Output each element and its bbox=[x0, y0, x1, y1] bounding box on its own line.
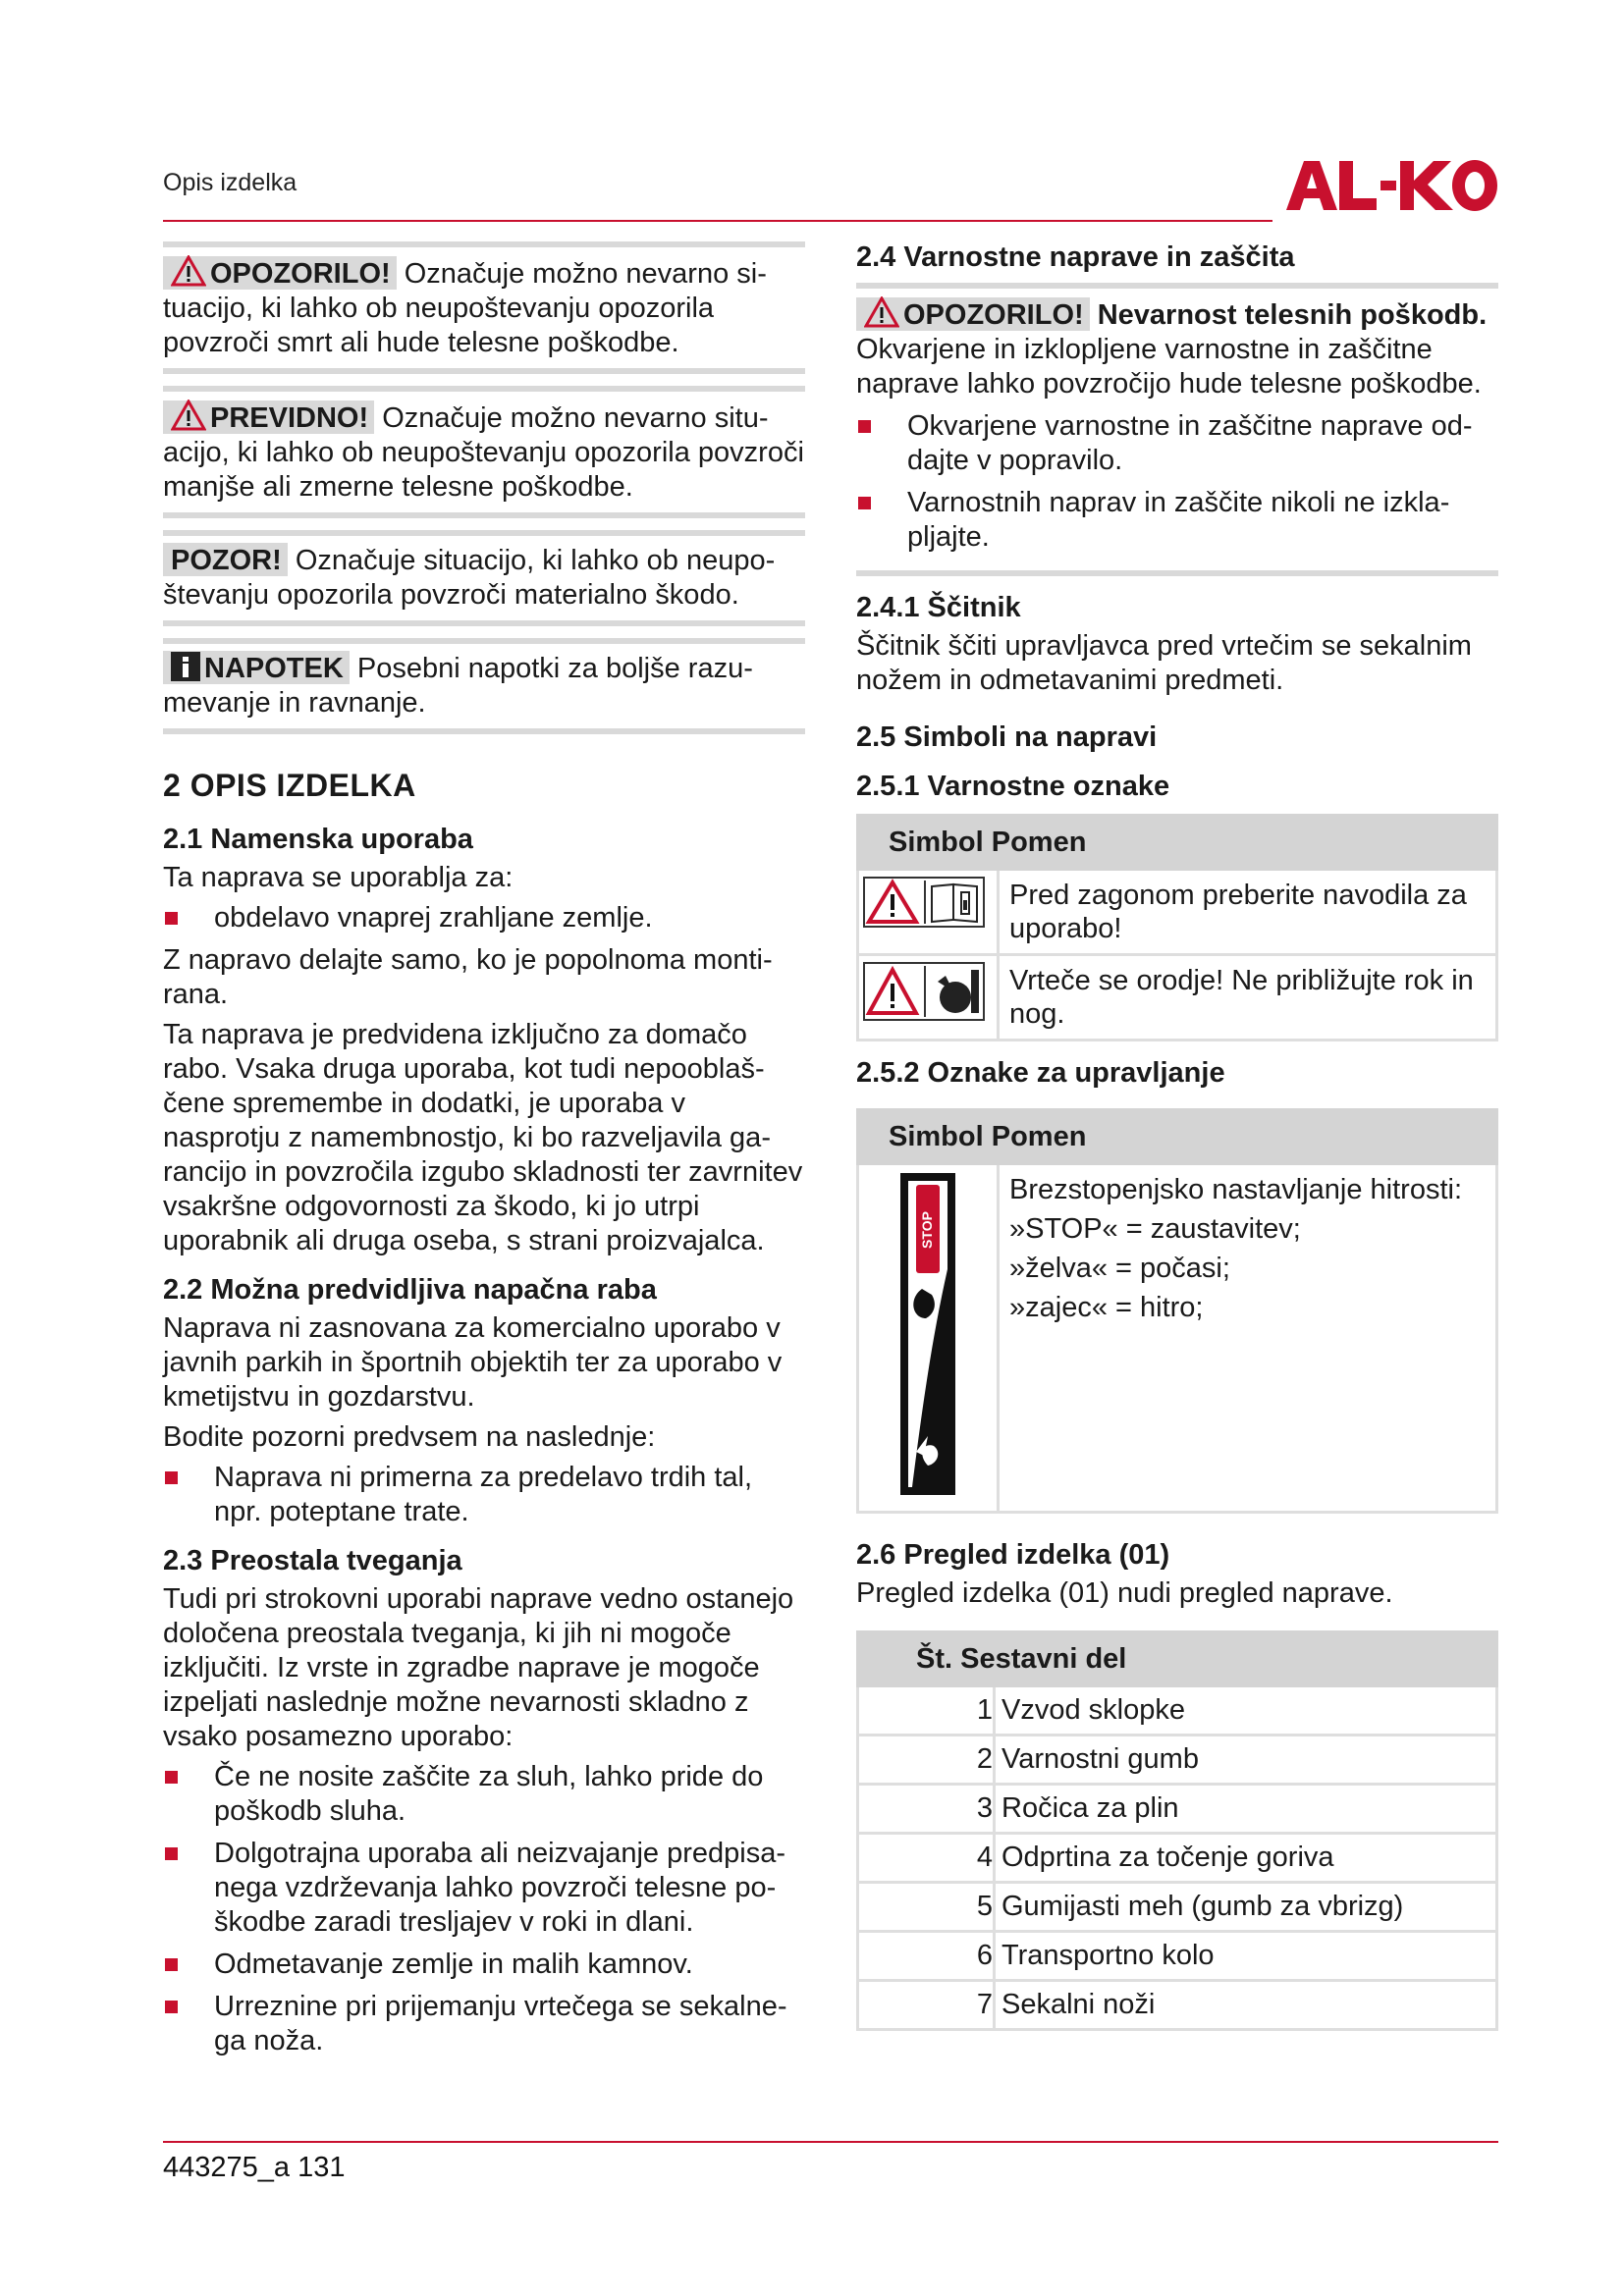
part-label: Transportno kolo bbox=[995, 1932, 1497, 1981]
table-row bbox=[858, 955, 1497, 1041]
table-header: Simbol Pomen bbox=[858, 1110, 1497, 1164]
table-header: Simbol Pomen bbox=[858, 816, 1497, 870]
meaning-cell: Vrteče se orodje! Ne približujte rok in nog. bbox=[999, 955, 1497, 1041]
heading-2-4-1: 2.4.1 Ščitnik bbox=[856, 592, 1021, 623]
part-number: 1 bbox=[858, 1686, 995, 1735]
notice-warning bbox=[163, 241, 805, 374]
part-label: Vzvod sklopke bbox=[995, 1686, 1497, 1735]
paragraph: Ta naprava je predvidena izključno za domačo rabo. Vsaka druga uporaba, kot tudi nepooblaščene spremembe in dodatki, je uporaba v nasprotju z namembnostjo, ki bo razveljavila garancijo in povzročila izgubo skladnosti ter zavrnitev vsakršne odgovornosti za škodo, ki jo utrpi uporabnik ali druga oseba, s strani proizvajalca. bbox=[163, 1019, 803, 1256]
notice-tip bbox=[163, 638, 805, 734]
list-item: Varnostnih naprav in zaščite nikoli ne izklapljajte. bbox=[856, 486, 1498, 555]
part-number: 7 bbox=[858, 1981, 995, 2030]
paragraph: Naprava ni zasnovana za komercialno uporabo v javnih parkih in športnih objektih ter za uporabo v kmetijstvu in gozdarstvu. bbox=[163, 1312, 783, 1413]
notice-label: POZOR! bbox=[163, 543, 288, 576]
part-number: 6 bbox=[858, 1932, 995, 1981]
paragraph: Z napravo delajte samo, ko je popolnoma montirana. bbox=[163, 944, 773, 1010]
meaning-line: Brezstopenjsko nastavljanje hitrosti: bbox=[1009, 1174, 1463, 1205]
bullet-list bbox=[856, 409, 1498, 555]
throttle-control-icon bbox=[898, 1171, 957, 1497]
list-item: Odmetavanje zemlje in malih kamnov. bbox=[163, 1948, 805, 1982]
list-item: obdelavo vnaprej zrahljane zemlje. bbox=[163, 901, 805, 935]
list-item: Okvarjene varnostne in zaščitne naprave oddajte v popravilo. bbox=[856, 409, 1498, 478]
notice-attention bbox=[163, 530, 805, 626]
warning-triangle-icon bbox=[171, 400, 206, 431]
part-number: 4 bbox=[858, 1834, 995, 1883]
notice-bold-text: Nevarnost telesnih poškodb. bbox=[1089, 299, 1488, 331]
notice-warning-safety bbox=[856, 283, 1498, 576]
bullet-list bbox=[163, 901, 805, 935]
notice-text: Označuje situacijo, ki lahko ob neupoštevanju opozorila povzroči materialno škodo. bbox=[163, 545, 776, 611]
notice-label: OPOZORILO! bbox=[903, 299, 1084, 331]
table-row bbox=[858, 1834, 1497, 1883]
notice-text: Označuje možno nevarno situacijo, ki lahko ob neupoštevanju opozorila povzroči smrt ali hude telesne poškodbe. bbox=[163, 258, 767, 358]
left-column bbox=[163, 241, 805, 2066]
list-item: Dolgotrajna uporaba ali neizvajanje predpisanega vzdrževanja lahko povzroči telesne poškodbe zaradi tresljajev v roki in dlani. bbox=[163, 1837, 805, 1940]
notice-caution bbox=[163, 386, 805, 518]
heading-2-2: 2.2 Možna predvidljiva napačna raba bbox=[163, 1274, 657, 1306]
meaning-cell: Pred zagonom preberite navodila za uporabo! bbox=[999, 870, 1497, 955]
paragraph: Ta naprava se uporablja za: bbox=[163, 862, 514, 893]
paragraph: Tudi pri strokovni uporabi naprave vedno ostanejo določena preostala tveganja, ki jih ni mogoče izključiti. Iz vrste in zgradbe naprave je mogoče izpeljati naslednje možne nevarnosti skladno z vsako posamezno uporabo: bbox=[163, 1583, 794, 1752]
read-manual-icon bbox=[863, 877, 985, 928]
alko-logo bbox=[1286, 157, 1498, 214]
heading-2-3: 2.3 Preostala tveganja bbox=[163, 1545, 462, 1576]
warning-triangle-icon bbox=[864, 296, 899, 328]
notice-text: Posebni napotki za boljše razumevanje in ravnanje. bbox=[163, 653, 753, 719]
part-number: 2 bbox=[858, 1735, 995, 1785]
meaning-line: »zajec« = hitro; bbox=[1009, 1292, 1204, 1323]
part-label: Odprtina za točenje goriva bbox=[995, 1834, 1497, 1883]
heading-2-1: 2.1 Namenska uporaba bbox=[163, 824, 473, 855]
table-row bbox=[858, 1785, 1497, 1834]
part-label: Ročica za plin bbox=[995, 1785, 1497, 1834]
part-number: 3 bbox=[858, 1785, 995, 1834]
safety-symbols-table bbox=[856, 814, 1498, 1041]
parts-table bbox=[856, 1630, 1498, 2031]
list-item: Naprava ni primerna za predelavo trdih tal, npr. poteptane trate. bbox=[163, 1461, 805, 1529]
right-column bbox=[856, 240, 1498, 2031]
symbol-cell bbox=[858, 1164, 999, 1513]
paragraph: Bodite pozorni predvsem na naslednje: bbox=[163, 1421, 656, 1453]
page-header-title: Opis izdelka bbox=[163, 169, 298, 196]
table-row bbox=[858, 1932, 1497, 1981]
table-row bbox=[858, 1883, 1497, 1932]
table-row bbox=[858, 1735, 1497, 1785]
notice-label: OPOZORILO! bbox=[210, 258, 391, 290]
warning-triangle-icon bbox=[171, 255, 206, 287]
notice-label: NAPOTEK bbox=[204, 653, 344, 684]
bullet-list bbox=[163, 1760, 805, 2058]
symbol-cell bbox=[858, 870, 999, 955]
meaning-cell bbox=[999, 1164, 1497, 1513]
part-label: Varnostni gumb bbox=[995, 1735, 1497, 1785]
footer-rule bbox=[163, 2141, 1498, 2143]
list-item: Če ne nosite zaščite za sluh, lahko pride do poškodb sluha. bbox=[163, 1760, 805, 1829]
control-symbols-table bbox=[856, 1108, 1498, 1514]
table-row bbox=[858, 1686, 1497, 1735]
table-row bbox=[858, 1981, 1497, 2030]
part-label: Gumijasti meh (gumb za vbrizg) bbox=[995, 1883, 1497, 1932]
info-icon bbox=[171, 652, 200, 681]
part-label: Sekalni noži bbox=[995, 1981, 1497, 2030]
table-row bbox=[858, 1164, 1497, 1513]
meaning-line: »želva« = počasi; bbox=[1009, 1253, 1230, 1284]
symbol-cell bbox=[858, 955, 999, 1041]
notice-label: PREVIDNO! bbox=[210, 402, 369, 434]
heading-2-4: 2.4 Varnostne naprave in zaščita bbox=[856, 241, 1295, 273]
table-header: Št. Sestavni del bbox=[858, 1632, 1497, 1686]
notice-text: Okvarjene in izklopljene varnostne in zaščitne naprave lahko povzročijo hude telesne poškodbe. bbox=[856, 334, 1482, 400]
heading-2-5-1: 2.5.1 Varnostne oznake bbox=[856, 771, 1170, 802]
stop-label: STOP bbox=[919, 1211, 935, 1249]
paragraph: Ščitnik ščiti upravljavca pred vrtečim se sekalnim nožem in odmetavanimi predmeti. bbox=[856, 630, 1472, 696]
heading-2-5: 2.5 Simboli na napravi bbox=[856, 721, 1158, 753]
notice-text: Označuje možno nevarno situacijo, ki lahko ob neupoštevanju opozorila povzroči manjše ali zmerne telesne poškodbe. bbox=[163, 402, 804, 503]
part-number: 5 bbox=[858, 1883, 995, 1932]
paragraph: Pregled izdelka (01) nudi pregled naprave. bbox=[856, 1577, 1393, 1609]
heading-2-5-2: 2.5.2 Oznake za upravljanje bbox=[856, 1057, 1225, 1089]
heading-2-6: 2.6 Pregled izdelka (01) bbox=[856, 1539, 1170, 1571]
header-rule bbox=[163, 220, 1272, 222]
bullet-list bbox=[163, 1461, 805, 1529]
rotating-tool-icon bbox=[863, 962, 985, 1021]
section-title: 2 OPIS IZDELKA bbox=[163, 768, 416, 803]
meaning-line: »STOP« = zaustavitev; bbox=[1009, 1213, 1301, 1245]
list-item: Urreznine pri prijemanju vrtečega se sekalnega noža. bbox=[163, 1990, 805, 2058]
footer-page-number: 443275_a 131 bbox=[163, 2152, 346, 2183]
table-row bbox=[858, 870, 1497, 955]
